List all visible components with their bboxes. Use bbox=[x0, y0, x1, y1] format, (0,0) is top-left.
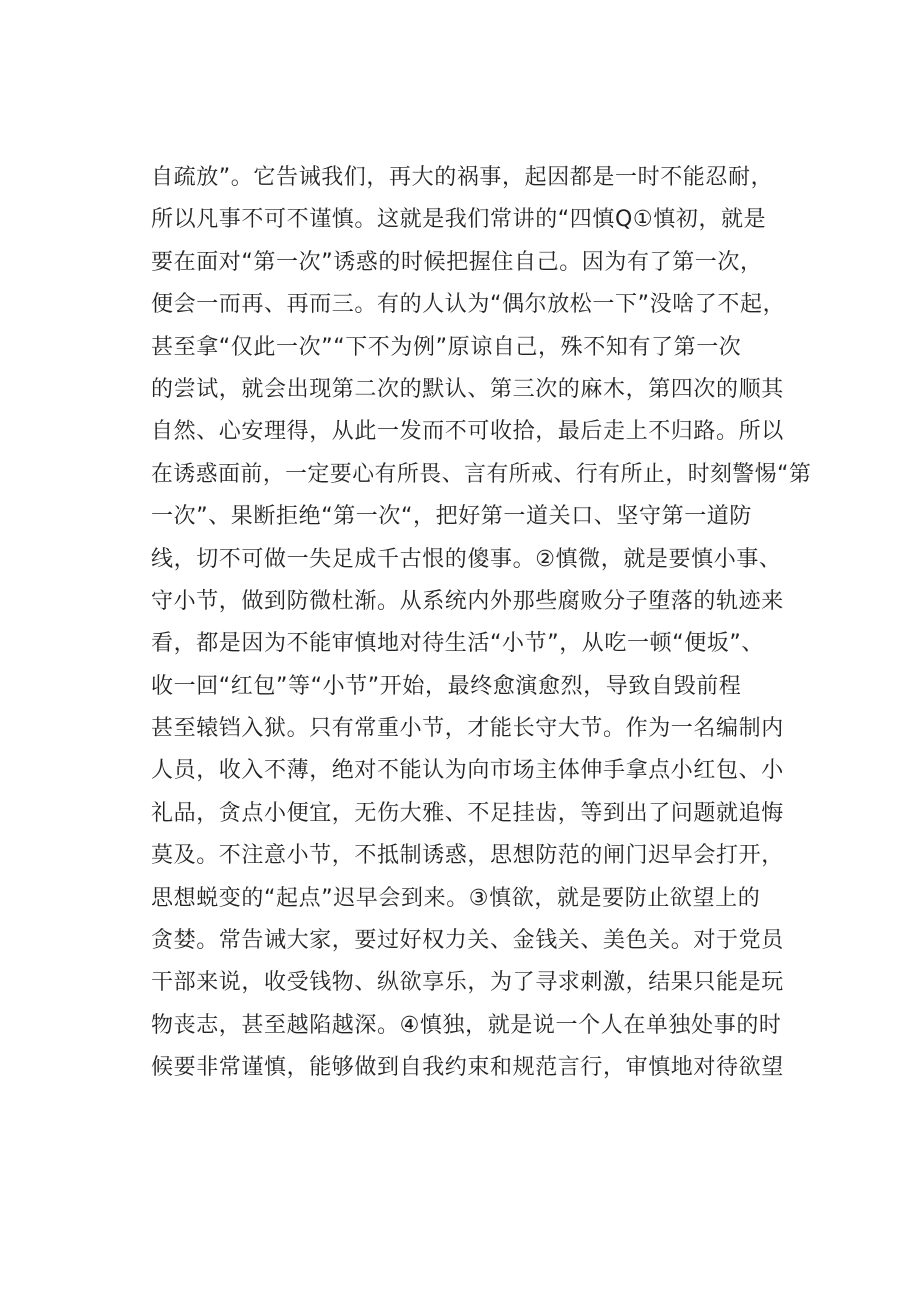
text-line: 所以凡事不可不谨慎。这就是我们常讲的“四慎Q①慎初，就是 bbox=[151, 207, 767, 233]
text-line: 物丧志，甚至越陷越深。④慎独，就是说一个人在单独处事的时 bbox=[151, 1012, 782, 1038]
text-line: 候要非常谨慎，能够做到自我约束和规范言行，审慎地对待欲望 bbox=[151, 1055, 784, 1081]
text-line: 干部来说，收受钱物、纵欲享乐，为了寻求刺激，结果只能是玩 bbox=[151, 970, 784, 996]
text-line: 人员，收入不薄，绝对不能认为向市场主体伸手拿点小红包、小 bbox=[151, 758, 784, 784]
text-line: 礼品，贪点小便宜，无伤大雅、不足挂齿，等到出了问题就追悔 bbox=[151, 800, 784, 826]
text-line: 甚至辕铛入狱。只有常重小节，才能长守大节。作为一名编制内 bbox=[151, 716, 784, 742]
body-paragraph bbox=[151, 157, 811, 1090]
text-line: 守小节，做到防微杜渐。从系统内外那些腐败分子堕落的轨迹来 bbox=[151, 588, 784, 614]
text-line: 便会一而再、再而三。有的人认为“偶尔放松一下”没啥了不起， bbox=[151, 292, 786, 318]
text-line: 的尝试，就会出现第二次的默认、第三次的麻木，第四次的顺其 bbox=[151, 376, 784, 402]
text-line: 自然、心安理得，从此一发而不可收拾，最后走上不归路。所以 bbox=[151, 419, 784, 445]
text-line: 甚至拿“仅此一次”“下不为例”原谅自己，殊不知有了第一次 bbox=[151, 334, 742, 360]
text-line: 莫及。不注意小节，不抵制诱惑，思想防范的闸门迟早会打开， bbox=[151, 843, 784, 869]
text-line: 线，切不可做一失足成千古恨的傻事。②慎微，就是要慎小事、 bbox=[151, 546, 782, 572]
text-line: 自疏放”。它告诫我们，再大的祸事，起因都是一时不能忍耐， bbox=[151, 165, 774, 190]
text-line: 贪婪。常告诫大家，要过好权力关、金钱关、美色关。对于党员 bbox=[151, 928, 784, 954]
text-line: 收一回“红包”等“小节”开始，最终愈演愈烈，导致自毁前程 bbox=[151, 673, 742, 699]
text-line: 要在面对“第一次”诱惑的时候把握住自己。因为有了第一次， bbox=[151, 249, 763, 275]
text-line: 思想蜕变的“起点”迟早会到来。③慎欲，就是要防止欲望上的 bbox=[151, 885, 761, 911]
text-line: 看，都是因为不能审慎地对待生活“小节”，从吃一顿“便坂”、 bbox=[151, 631, 764, 657]
text-line: 一次”、果断拒绝“第一次“，把好第一道关口、坚守第一道防 bbox=[151, 504, 752, 530]
text-line: 在诱惑面前，一定要心有所畏、言有所戒、行有所止，时刻警惕“第 bbox=[151, 461, 812, 487]
